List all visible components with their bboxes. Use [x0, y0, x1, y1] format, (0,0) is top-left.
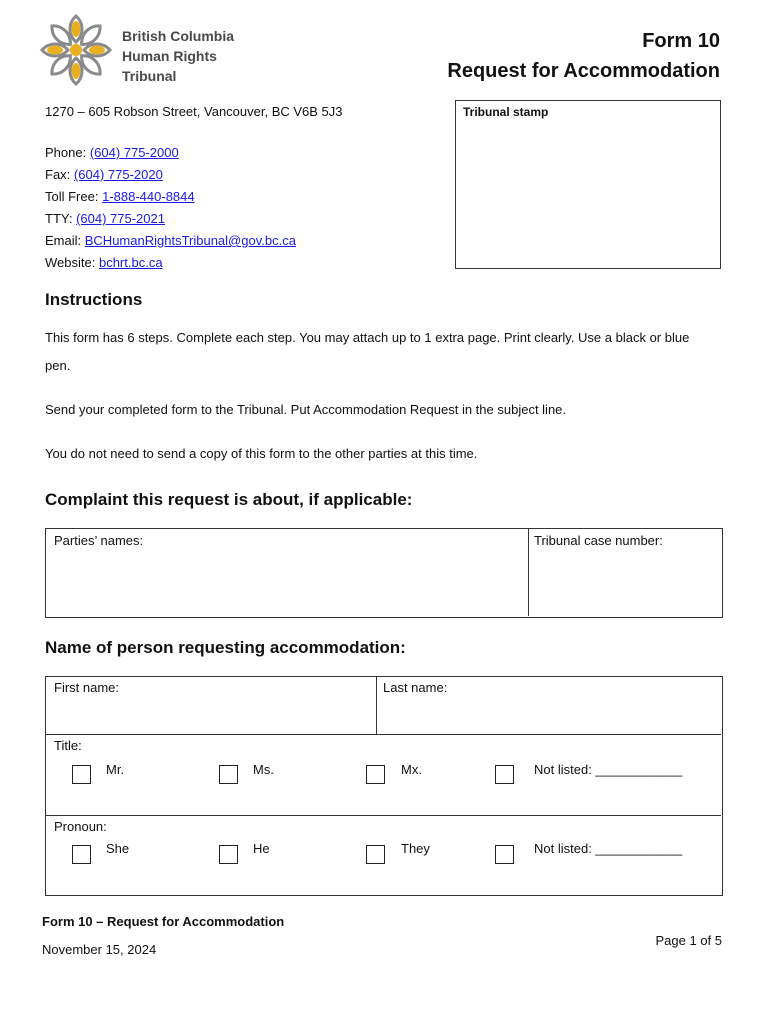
website-label: Website: [45, 255, 96, 270]
pronoun-not-listed-checkbox[interactable] [495, 845, 514, 864]
pronoun-row [46, 816, 721, 894]
pronoun-he-checkbox[interactable] [219, 845, 238, 864]
tribunal-address: 1270 – 605 Robson Street, Vancouver, BC V6B 5J3 [45, 104, 343, 119]
first-name-field[interactable] [46, 677, 377, 735]
title-label: Title: [54, 738, 82, 753]
org-name [122, 26, 234, 86]
pronoun-they-checkbox[interactable] [366, 845, 385, 864]
tribunal-logo [40, 14, 112, 86]
footer-date: November 15, 2024 [42, 942, 157, 957]
tribunal-stamp-box [455, 100, 721, 269]
pronoun-not-listed-label[interactable]: Not listed: ____________ [534, 841, 683, 856]
phone-label: Phone: [45, 145, 87, 160]
title-ms-checkbox[interactable] [219, 765, 238, 784]
website-link[interactable]: bchrt.bc.ca [98, 255, 163, 270]
pronoun-they-label: They [401, 841, 430, 856]
title-mr-checkbox[interactable] [72, 765, 91, 784]
title-mx-label: Mx. [401, 762, 422, 777]
org-line-2: Human Rights [122, 48, 217, 64]
tty-link[interactable]: (604) 775-2021 [76, 211, 165, 226]
tollfree-link[interactable]: 1-888-440-8844 [102, 189, 195, 204]
fax-label: Fax: [45, 167, 71, 182]
first-name-label: First name: [54, 680, 120, 695]
instructions-paragraph-1: This form has 6 steps. Complete each step. You may attach up to 1 extra page. Print clearly. Use a black or blue pen. [45, 330, 690, 373]
pronoun-he-label: He [253, 841, 270, 856]
tribunal-case-number-field[interactable] [530, 529, 720, 616]
parties-names-label: Parties’ names: [54, 533, 144, 548]
last-name-field[interactable] [377, 677, 721, 735]
footer-page-number: Page 1 of 5 [655, 933, 722, 948]
email-label: Email: [45, 233, 82, 248]
requester-table [45, 676, 723, 896]
complaint-table [45, 528, 723, 618]
title-not-listed-label[interactable]: Not listed: ____________ [534, 762, 683, 777]
tribunal-stamp-label: Tribunal stamp [463, 105, 549, 119]
form-heading [447, 26, 720, 86]
fax-link[interactable]: (604) 775-2020 [73, 167, 163, 182]
pronoun-she-checkbox[interactable] [72, 845, 91, 864]
title-mx-checkbox[interactable] [366, 765, 385, 784]
contact-info [45, 142, 296, 274]
org-line-3: Tribunal [122, 68, 177, 84]
instructions-heading: Instructions [45, 290, 143, 309]
pronoun-she-label: She [106, 841, 130, 856]
title-row [46, 735, 721, 816]
tty-label: TTY: [45, 211, 73, 226]
email-link[interactable]: BCHumanRightsTribunal@gov.bc.ca [84, 233, 296, 248]
instructions-paragraph-3: You do not need to send a copy of this form to the other parties at this time. [45, 446, 478, 461]
pronoun-label: Pronoun: [54, 819, 107, 834]
tribunal-case-number-label: Tribunal case number: [534, 533, 663, 548]
tollfree-label: Toll Free: [45, 189, 99, 204]
requester-heading: Name of person requesting accommodation: [45, 638, 406, 657]
instructions-paragraph-2: Send your completed form to the Tribunal. Put Accommodation Request in the subject line. [45, 402, 567, 417]
org-line-1: British Columbia [122, 28, 235, 44]
title-not-listed-checkbox[interactable] [495, 765, 514, 784]
last-name-label: Last name: [383, 680, 448, 695]
form-number: Form 10 [642, 30, 720, 52]
footer-form-title: Form 10 – Request for Accommodation [42, 914, 285, 929]
form-title: Request for Accommodation [447, 60, 720, 82]
phone-link[interactable]: (604) 775-2000 [89, 145, 179, 160]
parties-names-field[interactable] [46, 529, 529, 616]
title-ms-label: Ms. [253, 762, 274, 777]
complaint-heading: Complaint this request is about, if applicable: [45, 490, 413, 509]
title-mr-label: Mr. [106, 762, 125, 777]
